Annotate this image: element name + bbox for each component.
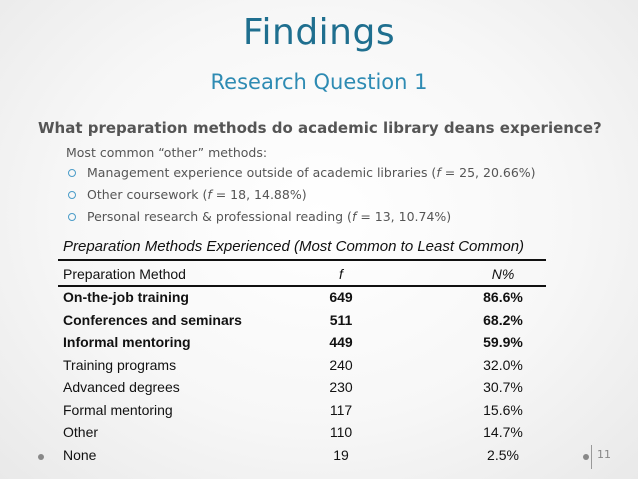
method-cell: Formal mentoring: [63, 401, 173, 418]
footer-dot-left: [38, 454, 44, 460]
percent-cell: 15.6%: [483, 401, 523, 418]
f-cell: 117: [329, 401, 353, 418]
f-cell: 240: [329, 356, 353, 373]
f-cell: 110: [329, 424, 353, 440]
table-row: [63, 331, 543, 354]
table-row: [63, 444, 543, 467]
circle-bullet-icon: [68, 169, 76, 177]
percent-cell: 32.0%: [483, 356, 523, 373]
circle-bullet-icon: [68, 191, 76, 199]
method-cell: Training programs: [63, 356, 177, 373]
percent-cell: 2.5%: [487, 446, 519, 463]
percent-cell: 59.9%: [483, 334, 523, 350]
list-item-stats: = 18, 14.88%): [211, 187, 307, 202]
method-cell: None: [63, 446, 97, 463]
research-question: What preparation methods do academic library deans experience?: [38, 119, 602, 137]
f-cell: 649: [329, 289, 353, 305]
f-symbol: f: [351, 209, 357, 224]
f-symbol: f: [207, 187, 212, 202]
column-header-method: Preparation Method: [63, 266, 186, 282]
method-cell: Other: [63, 424, 99, 440]
list-item-text: Personal research & professional reading (: [87, 209, 352, 224]
table-row: [63, 399, 543, 422]
f-cell: 19: [333, 446, 349, 463]
footer-dot-right: [583, 454, 589, 460]
percent-cell: 86.6%: [483, 289, 523, 305]
list-item-stats: = 13, 10.74%): [356, 209, 452, 224]
table-body: [63, 286, 543, 466]
table-header-row: [63, 263, 543, 285]
table-row: [63, 376, 543, 399]
slide-subtitle: Research Question 1: [210, 70, 428, 94]
other-methods-list: [68, 162, 536, 228]
f-cell: 230: [329, 379, 353, 395]
percent-cell: 68.2%: [483, 311, 523, 328]
list-item: [68, 206, 536, 228]
preparation-methods-table: [63, 263, 543, 463]
f-cell: 449: [329, 334, 353, 350]
method-cell: Informal mentoring: [63, 334, 191, 350]
table-row: [63, 309, 543, 332]
table-row: [63, 421, 543, 444]
table-row: [63, 354, 543, 377]
slide-title: Findings: [242, 12, 396, 53]
page-number: 11: [597, 448, 611, 461]
method-cell: Advanced degrees: [63, 379, 180, 395]
table-caption: Preparation Methods Experienced (Most Common to Least Common): [63, 238, 525, 255]
percent-cell: 30.7%: [483, 379, 523, 395]
column-header-f: f: [339, 266, 343, 282]
list-item-text: Management experience outside of academic libraries (: [87, 165, 437, 180]
percent-cell: 14.7%: [483, 424, 523, 440]
footer-divider: [591, 445, 592, 469]
list-item-text: Other coursework (: [87, 187, 208, 202]
method-cell: Conferences and seminars: [63, 311, 242, 328]
circle-bullet-icon: [68, 213, 76, 221]
method-cell: On-the-job training: [63, 289, 189, 305]
list-item: [68, 162, 536, 184]
column-header-percent: N%: [491, 266, 515, 282]
f-symbol: f: [436, 165, 441, 180]
list-item-stats: = 25, 20.66%): [440, 165, 536, 180]
other-methods-header: Most common “other” methods:: [66, 145, 268, 160]
table-top-rule: [58, 259, 546, 261]
f-cell: 511: [329, 311, 353, 328]
table-row: [63, 286, 543, 309]
list-item: [68, 184, 536, 206]
